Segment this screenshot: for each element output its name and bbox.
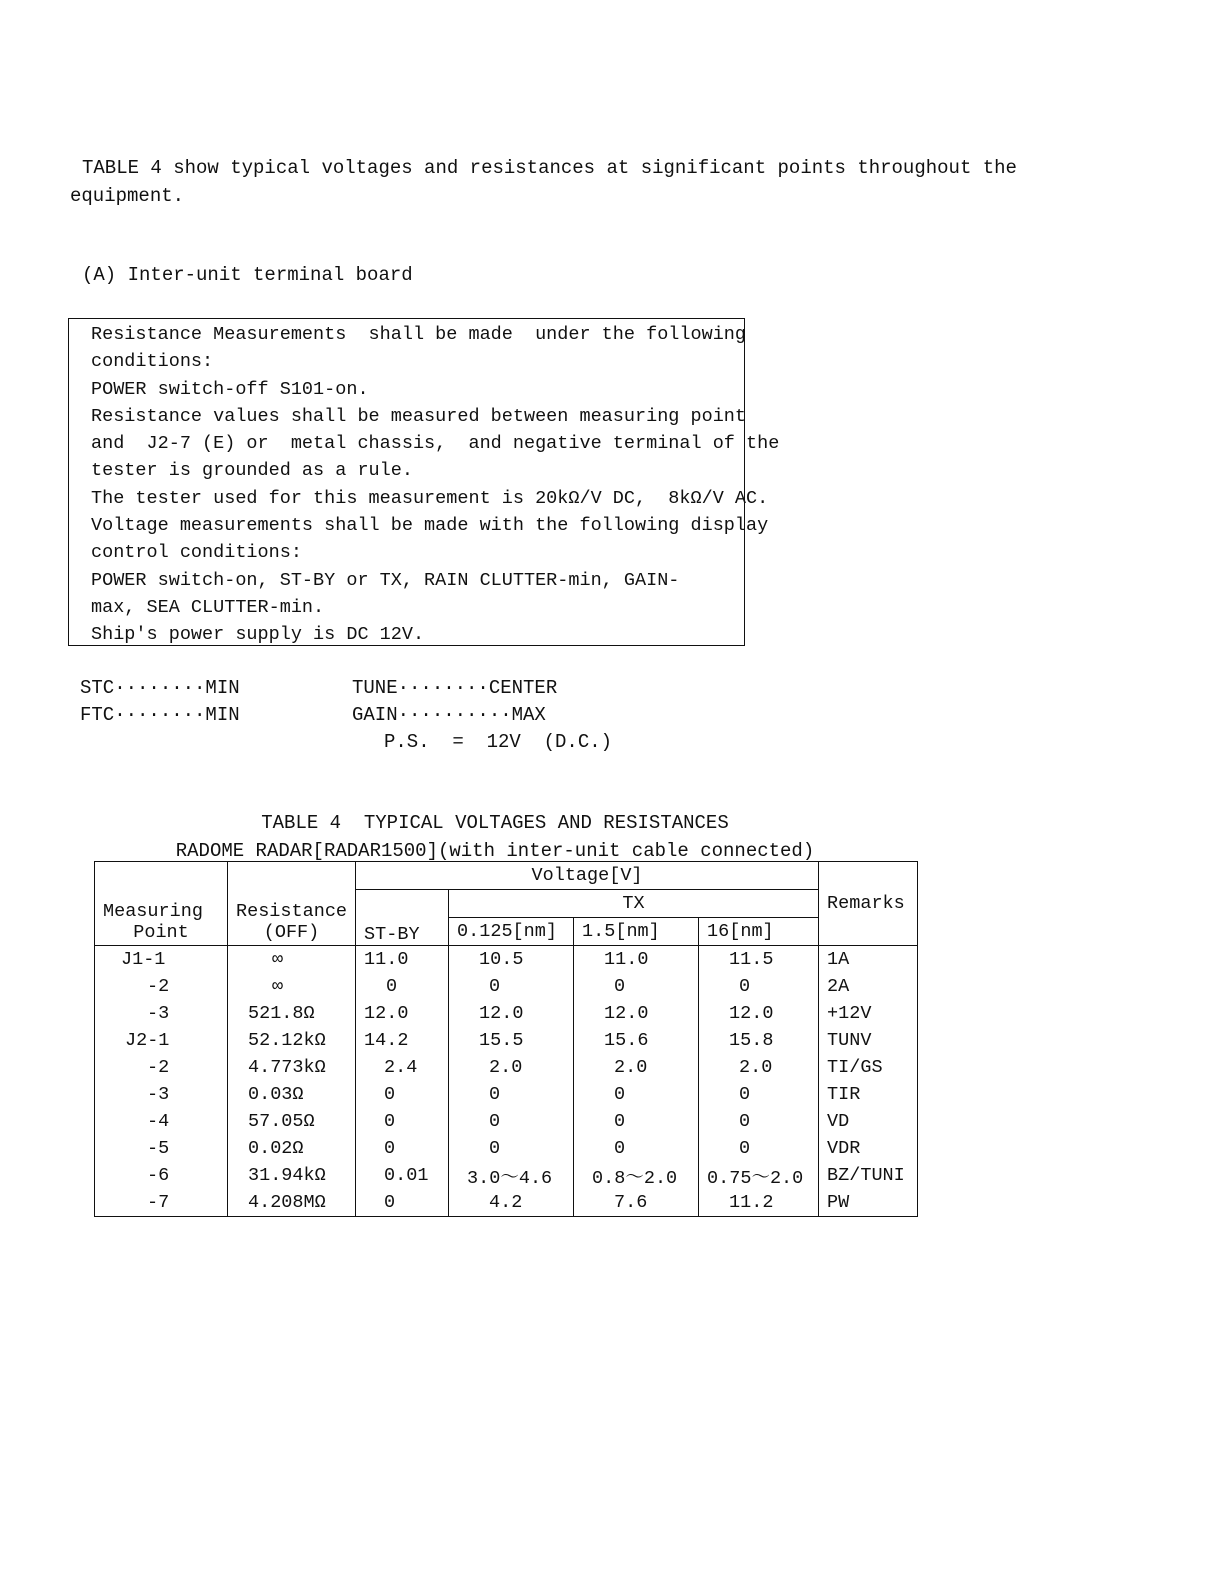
table-subtitle: RADOME RADAR[RADAR1500](with inter-unit cable connected)	[175, 840, 815, 862]
conditions-box	[68, 318, 780, 646]
header-range-0125: 0.125[nm]	[449, 918, 574, 946]
header-remarks: Remarks	[819, 862, 918, 946]
intro-paragraph	[70, 154, 1017, 210]
setting-stc: STC········MIN	[80, 677, 240, 699]
table-row: J2-1 52.12kΩ 14.2 15.5 15.6 15.8 TUNV	[95, 1027, 918, 1054]
setting-gain: GAIN··········MAX	[352, 704, 546, 726]
condition-line: Voltage measurements shall be made with the following display	[91, 515, 769, 537]
section-heading: (A) Inter-unit terminal board	[82, 264, 413, 286]
header-voltage: Voltage[V]	[356, 862, 819, 890]
table-row: -3 521.8Ω 12.0 12.0 12.0 12.0 +12V	[95, 1000, 918, 1027]
setting-power-supply: P.S. = 12V (D.C.)	[384, 731, 613, 753]
table-row: -6 31.94kΩ 0.01 3.0〜4.6 0.8〜2.0 0.75〜2.0 BZ/TUNI	[95, 1162, 918, 1189]
header-measuring-point: Measuring Point	[95, 862, 228, 946]
intro-line-2: equipment.	[70, 185, 185, 207]
voltage-resistance-table	[94, 861, 918, 1217]
table-row: -5 0.02Ω 0 0 0 0 VDR	[95, 1135, 918, 1162]
condition-line: Resistance values shall be measured between measuring point	[91, 405, 747, 427]
header-range-16: 16[nm]	[699, 918, 819, 946]
table-row: -3 0.03Ω 0 0 0 0 TIR	[95, 1081, 918, 1108]
condition-line: The tester used for this measurement is 20kΩ/V DC, 8kΩ/V AC.	[91, 487, 769, 509]
intro-line-1: TABLE 4 show typical voltages and resistances at significant points throughout the	[82, 157, 1017, 179]
condition-line: POWER switch-off S101-on.	[91, 378, 369, 400]
condition-line: Resistance Measurements shall be made under the following	[91, 324, 747, 345]
condition-line: conditions:	[91, 351, 214, 373]
header-tx: TX	[449, 890, 819, 918]
condition-line: tester is grounded as a rule.	[91, 460, 413, 482]
setting-tune: TUNE········CENTER	[352, 677, 558, 699]
table-row: -7 4.208MΩ 0 4.2 7.6 11.2 PW	[95, 1189, 918, 1217]
setting-ftc: FTC········MIN	[80, 704, 240, 726]
condition-line: Ship's power supply is DC 12V.	[91, 624, 425, 646]
header-range-15: 1.5[nm]	[574, 918, 699, 946]
condition-line: control conditions:	[91, 542, 302, 564]
condition-line: and J2-7 (E) or metal chassis, and negative terminal of the	[91, 433, 780, 455]
table-title: TABLE 4 TYPICAL VOLTAGES AND RESISTANCES	[261, 812, 729, 834]
settings-right	[352, 675, 557, 729]
header-stby: ST-BY	[356, 890, 449, 946]
condition-line: max, SEA CLUTTER-min.	[91, 596, 325, 618]
table-row: -2 ∞ 0 0 0 0 2A	[95, 973, 918, 1000]
table-row: -4 57.05Ω 0 0 0 0 VD	[95, 1108, 918, 1135]
conditions-lines	[91, 321, 779, 649]
table-row: J1-1 ∞ 11.0 10.5 11.0 11.5 1A	[95, 946, 918, 974]
table-row: -2 4.773kΩ 2.4 2.0 2.0 2.0 TI/GS	[95, 1054, 918, 1081]
table-caption	[0, 809, 990, 865]
header-resistance: Resistance (OFF)	[228, 862, 356, 946]
settings-left	[80, 675, 240, 729]
condition-line: POWER switch-on, ST-BY or TX, RAIN CLUTTER-min, GAIN-	[91, 569, 680, 591]
